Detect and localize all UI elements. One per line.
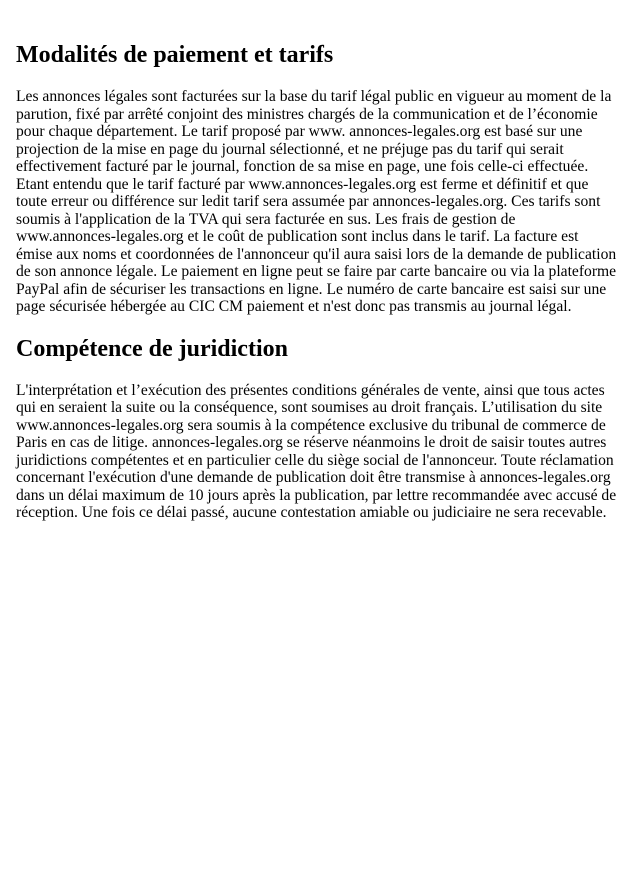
section-heading: Modalités de paiement et tarifs (16, 42, 334, 68)
section-paragraph: Les annonces légales sont facturées sur la base du tarif légal public en vigueur au moment de la parution, fixé par arrêté conjoint des ministres chargés de la communication et de l’économie pour chaque département. Le tarif proposé par www. annonces-legales.org est basé sur une projection de la mise en page du journal sélectionné, et ne préjuge pas du tarif qui serait effectivement facturé par le journal, fonction de sa mise en page, une fois celle-ci effectuée. Etant entendu que le tarif facturé par www.annonces-legales.org est ferme et définitif et que toute erreur ou différence sur ledit tarif sera assumée par annonces-legales.org. Ces tarifs sont soumis à l'application de la TVA qui sera facturée en sus. Les frais de gestion de www.annonces-legales.org et le coût de publication sont inclus dans le tarif. La facture est émise aux noms et coordonnées de l'annonceur qu'il aura saisi lors de la demande de publication de son annonce légale. Le paiement en ligne peut se faire par carte bancaire ou via la plateforme PayPal afin de sécuriser les transactions en ligne. Le numéro de carte bancaire est saisi sur une page sécurisée hébergée au CIC CM paiement et n'est donc pas transmis au journal légal. (16, 88, 617, 315)
section-payment-terms (16, 40, 617, 316)
section-jurisdiction (16, 334, 617, 522)
section-heading: Compétence de juridiction (16, 335, 288, 362)
section-paragraph: L'interprétation et l’exécution des présentes conditions générales de vente, ainsi que tous actes qui en seraient la suite ou la conséquence, sont soumises au droit français. L’utilisation du site www.annonces-legales.org sera soumis à la compétence exclusive du tribunal de commerce de Paris en cas de litige. annonces-legales.org se réserve néanmoins le droit de saisir toutes autres juridictions compétentes et en particulier celle du siège social de l'annonceur. Toute réclamation concernant l'exécution d'une demande de publication doit être transmise à annonces-legales.org dans un délai maximum de 10 jours après la publication, par lettre recommandée avec accusé de réception. Une fois ce délai passé, aucune contestation amiable ou judiciaire ne sera recevable. (16, 381, 617, 521)
